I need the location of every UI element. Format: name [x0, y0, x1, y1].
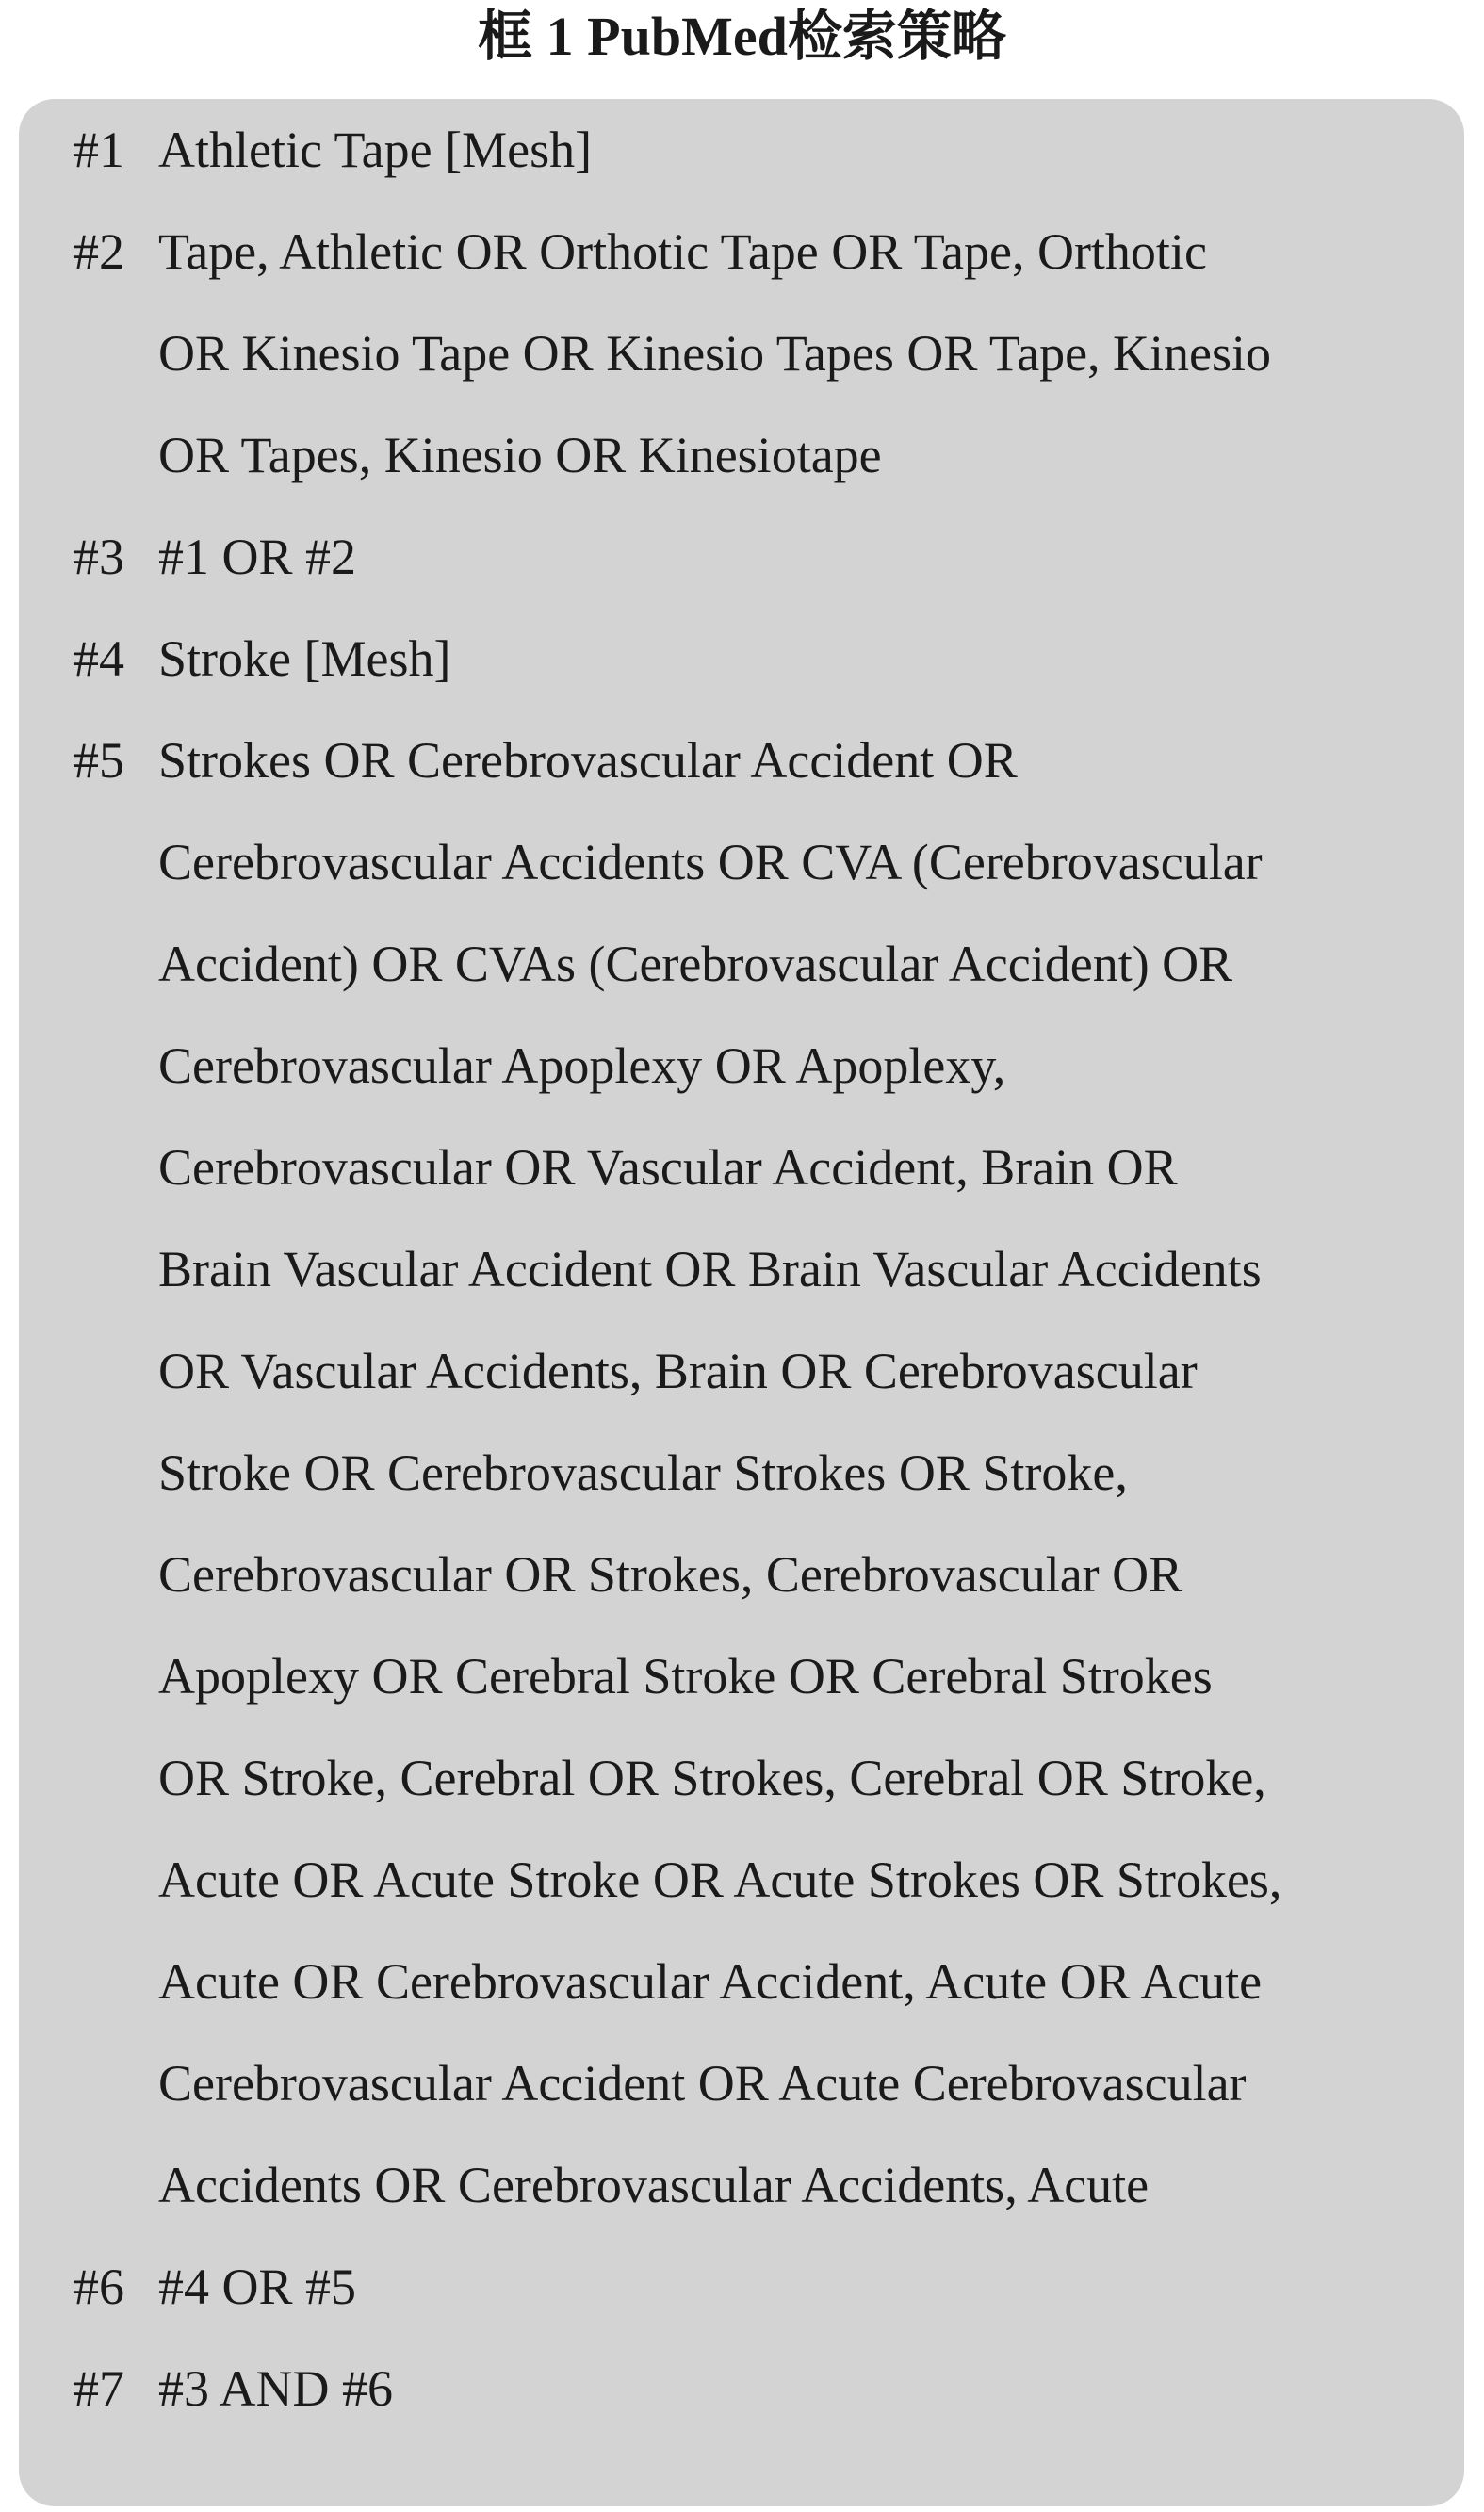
search-entry-5-continuation [19, 1727, 1464, 1829]
entry-text: OR Kinesio Tape OR Kinesio Tapes OR Tape, Kinesio [158, 325, 1272, 382]
entry-text: Brain Vascular Accident OR Brain Vascular Accidents [158, 1241, 1262, 1297]
search-entry-3 [19, 506, 1464, 608]
search-strategy-panel [19, 99, 1464, 2506]
entry-text: Accident) OR CVAs (Cerebrovascular Accident) OR [158, 936, 1233, 992]
entry-number: #7 [73, 2360, 124, 2417]
search-entry-5-continuation [19, 1829, 1464, 1931]
search-entry-5-continuation [19, 1422, 1464, 1524]
entry-text: Acute OR Acute Stroke OR Acute Strokes OR Strokes, [158, 1851, 1282, 1908]
entry-text: Stroke [Mesh] [158, 630, 451, 687]
search-entry-5-continuation [19, 913, 1464, 1015]
entry-text: OR Vascular Accidents, Brain OR Cerebrovascular [158, 1343, 1198, 1399]
search-entry-2-continuation [19, 302, 1464, 404]
entry-text: Strokes OR Cerebrovascular Accident OR [158, 732, 1018, 789]
box-title: 框 1 PubMed检索策略 [478, 6, 1006, 67]
entry-text: #4 OR #5 [158, 2259, 357, 2315]
search-entry-5-continuation [19, 1218, 1464, 1320]
entry-text: #1 OR #2 [158, 529, 357, 585]
entry-number: #1 [73, 122, 124, 178]
entry-text: Athletic Tape [Mesh] [158, 122, 593, 178]
entry-text: Apoplexy OR Cerebral Stroke OR Cerebral Strokes [158, 1648, 1213, 1705]
search-entry-4 [19, 608, 1464, 710]
search-entry-2-continuation [19, 404, 1464, 506]
search-entry-2 [19, 201, 1464, 302]
entry-text: Cerebrovascular OR Vascular Accident, Brain OR [158, 1139, 1178, 1196]
entry-number: #5 [73, 732, 124, 789]
entry-number: #3 [73, 529, 124, 585]
entry-text: Cerebrovascular Accidents OR CVA (Cerebrovascular [158, 834, 1263, 890]
search-entry-5-continuation [19, 811, 1464, 913]
entry-text: Cerebrovascular OR Strokes, Cerebrovascular OR [158, 1546, 1183, 1603]
search-entry-6 [19, 2236, 1464, 2338]
entry-text: Cerebrovascular Apoplexy OR Apoplexy, [158, 1037, 1006, 1094]
entry-text: Cerebrovascular Accident OR Acute Cerebrovascular [158, 2055, 1247, 2112]
search-entry-5-continuation [19, 1625, 1464, 1727]
search-entry-5-continuation [19, 2032, 1464, 2134]
search-entry-1 [19, 99, 1464, 201]
entry-text: OR Tapes, Kinesio OR Kinesiotape [158, 427, 882, 483]
entry-text: Acute OR Cerebrovascular Accident, Acute OR Acute [158, 1953, 1263, 2010]
search-entry-5-continuation [19, 1524, 1464, 1625]
entry-text: Tape, Athletic OR Orthotic Tape OR Tape, Orthotic [158, 223, 1207, 280]
search-entry-5-continuation [19, 1015, 1464, 1117]
entry-text: #3 AND #6 [158, 2360, 394, 2417]
search-entry-5-continuation [19, 1117, 1464, 1218]
entry-text: Stroke OR Cerebrovascular Strokes OR Stroke, [158, 1444, 1128, 1501]
entry-text: Accidents OR Cerebrovascular Accidents, Acute [158, 2157, 1150, 2213]
entry-number: #6 [73, 2259, 124, 2315]
search-entry-5-continuation [19, 1320, 1464, 1422]
search-entry-7 [19, 2338, 1464, 2439]
search-entry-5-continuation [19, 1931, 1464, 2032]
entry-number: #4 [73, 630, 124, 687]
entry-number: #2 [73, 223, 124, 280]
search-entry-5 [19, 710, 1464, 811]
search-entry-5-continuation [19, 2134, 1464, 2236]
entry-text: OR Stroke, Cerebral OR Strokes, Cerebral OR Stroke, [158, 1750, 1266, 1806]
